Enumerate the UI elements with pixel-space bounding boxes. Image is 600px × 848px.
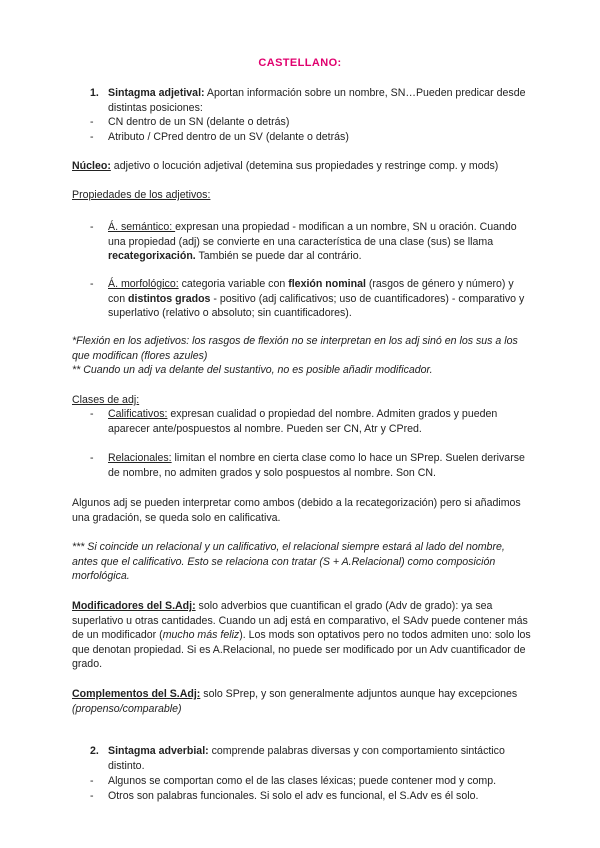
section-text: comprende palabras diversas y con comportamiento sintáctico distinto. <box>108 745 505 772</box>
nucleo-paragraph: Núcleo: adjetivo o locución adjetival (detemina sus propiedades y restringe comp. y mods) <box>72 160 499 172</box>
propiedades-heading: Propiedades de los adjetivos: <box>72 189 211 201</box>
section-title: Sintagma adverbial: <box>108 745 209 757</box>
section-text: Aportan información sobre un nombre, SN…Pueden predicar desde distintas posiciones: <box>108 87 526 114</box>
modificadores-paragraph: Modificadores del S.Adj: solo adverbios que cuantifican el grado (Adv de grado): ya sea superlativo u otras cantidades. Cuando un adj está en comparativo, el SAdv puede contener más de un modificador (mucho más feliz). Los mods son optativos pero no todos admiten uno: solo los que denotan propiedad. Si es A.Relacional, no puede ser modificado por un Adv cuantificador de grado. <box>72 600 531 671</box>
section-1-heading <box>90 86 530 115</box>
list-item-calificativos: - Calificativos: expresan cualidad o propiedad del nombre. Admiten grados y pueden aparecer ante/pospuestos al nombre. Pueden ser CN, Atr y CPred. <box>90 408 498 435</box>
list-item-morfologico: - Á. morfológico: categoria variable con flexión nominal (rasgos de género y número) y con distintos grados - positivo (adj calificativos; uso de cuantificadores) - comparativo y superlativo (relativo o absoluto; sin cuantificadores). <box>90 278 525 320</box>
paragraph-ambos: Algunos adj se pueden interpretar como ambos (debido a la recategorización) pero si añadimos una gradación, se queda solo en calificativa. <box>72 497 521 524</box>
section-number: 2. <box>90 745 99 757</box>
complementos-paragraph: Complementos del S.Adj: solo SPrep, y son generalmente adjuntos aunque hay excepciones (propenso/comparable) <box>72 688 518 715</box>
modificadores-heading: Modificadores del S.Adj: <box>72 600 196 612</box>
section-2-heading <box>90 744 530 773</box>
note-adj-delante: ** Cuando un adj va delante del sustantivo, no es posible añadir modificador. <box>72 364 433 376</box>
note-flexion: *Flexión en los adjetivos: los rasgos de flexión no se interpretan en los adj sinó en los sus a los que modifican (flores azules) <box>72 335 518 362</box>
clases-heading: Clases de adj: <box>72 394 140 406</box>
list-item: - Algunos se comportan como el de las clases léxicas; puede contener mod y comp. <box>90 775 497 787</box>
note-relacional: *** Si coincide un relacional y un calificativo, el relacional siempre estará al lado del nombre, antes que el calificativo. Esto se relaciona con tratar (S + A.Relacional) como composición morfológica. <box>72 541 505 583</box>
complementos-heading: Complementos del S.Adj: <box>72 688 201 700</box>
list-item: - Atributo / CPred dentro de un SV (delante o detrás) <box>90 131 349 143</box>
list-item: - CN dentro de un SN (delante o detrás) <box>90 116 290 128</box>
nucleo-heading: Núcleo: <box>72 160 111 172</box>
section-title: Sintagma adjetival: <box>108 87 205 99</box>
section-number: 1. <box>90 87 99 99</box>
list-item: - Otros son palabras funcionales. Si solo el adv es funcional, el S.Adv es él solo. <box>90 790 479 802</box>
list-item-relacionales: - Relacionales: limitan el nombre en cierta clase como lo hace un SPrep. Suelen derivarse de nombre, no admiten grados y solo pospuestos al nombre. Son CN. <box>90 452 525 479</box>
page-title: CASTELLANO: <box>258 57 342 69</box>
list-item-semantico: - Á. semántico: expresan una propiedad - modifican a un nombre, SN u oración. Cuando una propiedad (adj) se convierte en una característica de una clase (sus) se llama recategorixación. También se puede dar al contrário. <box>90 221 517 263</box>
